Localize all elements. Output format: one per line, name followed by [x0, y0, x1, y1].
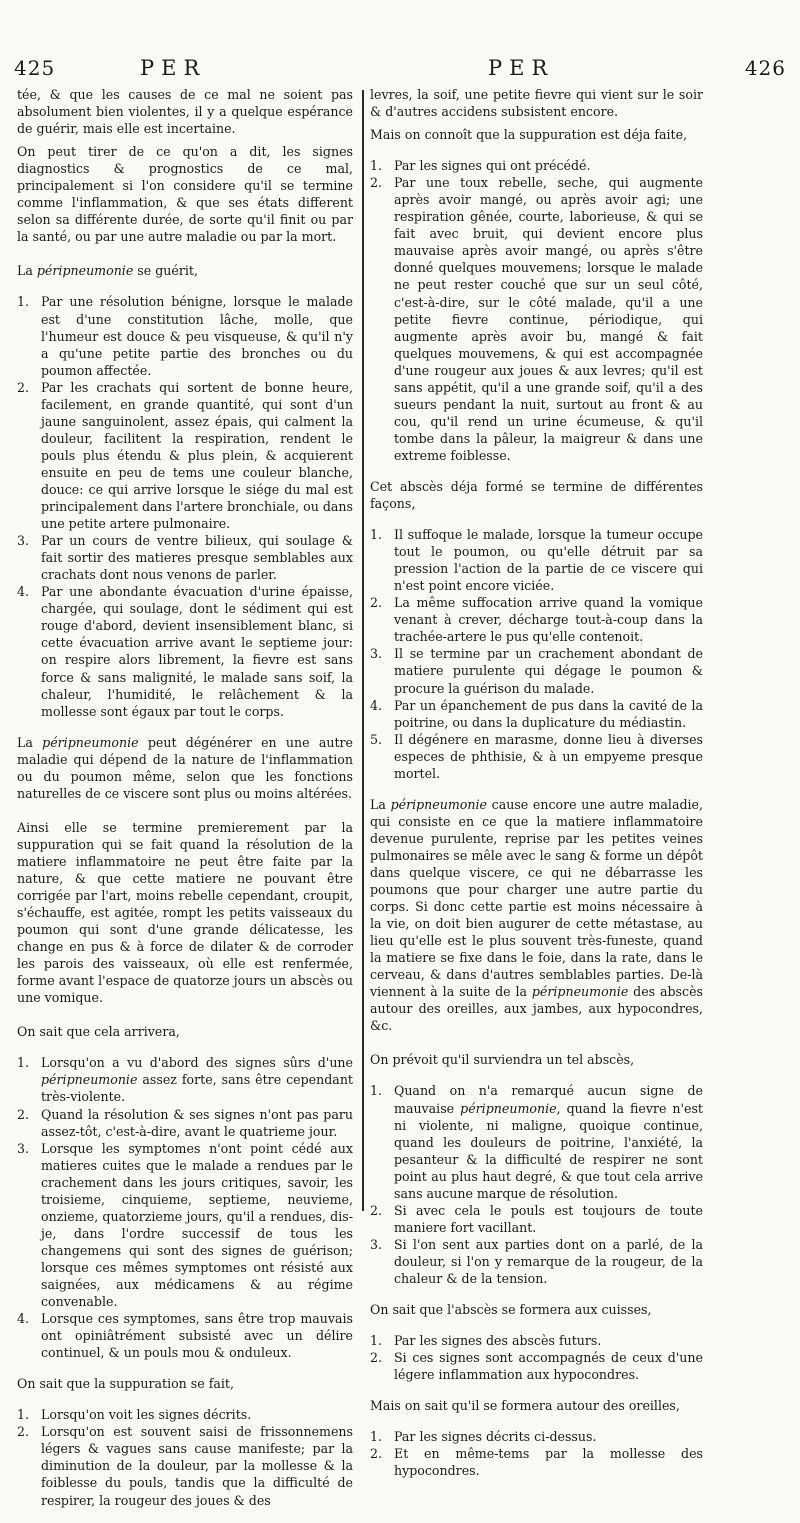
list-item: 5. Il dégénere en marasme, donne lieu à diverses especes de phthisie, & à un empyeme presque mortel.	[370, 731, 703, 781]
numbered-list	[17, 1406, 353, 1508]
list-item: 1. Il suffoque le malade, lorsque la tumeur occupe tout le poumon, ou qu'elle détruit par sa pression l'action de la partie de ce viscere qui n'est point encore viciée.	[370, 527, 703, 594]
list-item: 1. Lorsqu'on voit les signes décrits.	[17, 1407, 252, 1423]
numbered-list	[370, 526, 703, 782]
left-page-number: 425	[14, 56, 56, 80]
paragraph: Ainsi elle se termine premierement par la suppuration qui se fait quand la résolution de la matiere inflammatoire ne peut être faite par la nature, & que cette matiere ne pouvant être corrigée par l'art, moins rebelle cependant, croupit, s'échauffe, est agitée, rompt les petits vaisseaux du poumon qui sont d'une grande délicatesse, les change en pus & à force de dilater & de corroder les parois des vaisseaux, où elle est renfermée, forme avant l'espace de quatorze jours un abscès ou une vomique.	[17, 819, 353, 1006]
paragraph: La péripneumonie cause encore une autre maladie, qui consiste en ce que la matiere inflammatoire devenue purulente, reprise par les petites veines pulmonaires se mêle avec le sang & forme un dépôt dans quelque viscere, ce qui ne débarrasse les poumons que pour charger une autre partie du corps. Si donc cette partie est moins nécessaire à la vie, on doit bien augurer de cette métastase, au lieu qu'elle est le plus souvent très-funeste, quand la matiere se fixe dans le foie, dans la rate, dans le cerveau, & dans d'autres semblables parties. De-là viennent à la suite de la péripneumonie des abscès autour des oreilles, aux jambes, aux hypocondres, &c.	[370, 796, 704, 1034]
section-heading: Cet abscès déja formé se termine de différentes façons,	[370, 478, 703, 512]
right-running-head: PER	[488, 56, 555, 80]
list-item: 2. Par les crachats qui sortent de bonne heure, facilement, en grande quantité, qui sont d'un jaune sanguinolent, assez épais, qui calment la douleur, facilitent la respiration, rendent le pouls plus étendu & plus plein, & acquierent ensuite en peu de tems une couleur blanche, douce: ce qui arrive lorsque le siége du mal est principalement dans l'artere bronchiale, ou dans une petite artere pulmonaire.	[17, 379, 353, 532]
list-item: 3. Si l'on sent aux parties dont on a parlé, de la douleur, si l'on y remarque de la rougeur, de la chaleur & de la tension.	[370, 1236, 703, 1286]
list-item: 1. Quand on n'a remarqué aucun signe de mauvaise péripneumonie, quand la fievre n'est ni violente, ni maligne, quoique continue, quand les douleurs de poitrine, l'anxiété, la pesanteur & la difficulté de respirer ne sont point au plus haut degré, & que tout cela arrive sans aucune marque de résolution.	[370, 1083, 703, 1201]
numbered-list	[17, 1054, 353, 1361]
numbered-list	[370, 1332, 703, 1383]
numbered-list	[370, 1428, 703, 1479]
list-item: 2. Quand la résolution & ses signes n'ont pas paru assez-tôt, c'est-à-dire, avant le quatrieme jour.	[17, 1106, 353, 1139]
list-item: 2. La même suffocation arrive quand la vomique venant à crever, décharge tout-à-coup dans la trachée-artere le pus qu'elle contenoit.	[370, 595, 703, 645]
list-item: 1. Par les signes décrits ci-dessus.	[370, 1429, 597, 1445]
list-item: 4. Lorsque ces symptomes, sans être trop mauvais ont opiniâtrément subsisté avec un délire continuel, & un pouls mou & onduleux.	[17, 1311, 353, 1361]
list-item: 1. Par les signes des abscès futurs.	[370, 1333, 602, 1349]
section-heading: On sait que cela arrivera,	[17, 1024, 180, 1040]
right-column	[370, 86, 703, 1493]
list-item: 1. Par une résolution bénigne, lorsque le malade est d'une constitution lâche, molle, que l'humeur est douce & peu visqueuse, & qu'il n'y a qu'une petite partie des bronches ou du poumon affectée.	[17, 294, 353, 378]
paragraph: On peut tirer de ce qu'on a dit, les signes diagnostics & prognostics de ce mal, principalement si l'on considere qu'il se termine comme l'inflammation, & que ses états different selon sa différente durée, de sorte qu'il finit ou par la santé, ou par une autre maladie ou par la mort.	[17, 144, 353, 245]
list-item: 3. Il se termine par un crachement abondant de matiere purulente qui dégage le poumon & procure la guérison du malade.	[370, 646, 703, 696]
list-item: 1. Par les signes qui ont précédé.	[370, 158, 591, 174]
numbered-list	[370, 157, 703, 464]
left-running-head: PER	[140, 56, 207, 80]
list-item: 2. Lorsqu'on est souvent saisi de frissonnemens légers & vagues sans cause manifeste; par la diminution de la douleur, par la mollesse & la foiblesse du pouls, tandis que la difficulté de respirer, la rougeur des joues & des	[17, 1424, 353, 1508]
section-heading: On prévoit qu'il surviendra un tel abscès,	[370, 1052, 635, 1068]
list-item: 3. Par un cours de ventre bilieux, qui soulage & fait sortir des matieres presque semblables aux crachats dont nous venons de parler.	[17, 533, 353, 583]
page-header	[0, 56, 800, 86]
section-heading: Mais on connoît que la suppuration est déja faite,	[370, 127, 688, 143]
right-page-number: 426	[744, 56, 786, 80]
list-item: 4. Par une abondante évacuation d'urine épaisse, chargée, qui soulage, dont le sédiment qui est rouge d'abord, devient insensiblement blanc, si cette évacuation arrive avant le septieme jour: on respire alors librement, la fievre est sans force & sans malignité, le malade sans soif, la chaleur, l'humidité, le relâchement & la mollesse sont égaux par tout le corps.	[17, 584, 353, 719]
numbered-list	[370, 1082, 703, 1287]
list-item: 3. Lorsque les symptomes n'ont point cédé aux matieres cuites que le malade a rendues par le crachement dans les jours critiques, savoir, les troisieme, cinquieme, septieme, neuvieme, onzieme, quatorzieme jours, qu'il a rendues, dis-je, dans l'ordre successif de tous les changemens qui sont des signes de guérison; lorsque ces mêmes symptomes ont résisté aux saignées, aux médicamens & au régime convenable.	[17, 1140, 353, 1310]
paragraph: La péripneumonie peut dégénérer en une autre maladie qui dépend de la nature de l'inflammation ou du poumon même, selon que les fonctions naturelles de ce viscere sont plus ou moins altérées.	[17, 734, 354, 801]
list-item: 2. Si ces signes sont accompagnés de ceux d'une légere inflammation aux hypocondres.	[370, 1350, 703, 1383]
list-item: 4. Par un épanchement de pus dans la cavité de la poitrine, ou dans la duplicature du médiastin.	[370, 697, 703, 730]
list-item: 1. Lorsqu'on a vu d'abord des signes sûrs d'une péripneumonie assez forte, sans être cependant très-violente.	[17, 1055, 353, 1105]
numbered-list	[17, 293, 353, 719]
section-heading: On sait que la suppuration se fait,	[17, 1376, 234, 1392]
list-item: 2. Si avec cela le pouls est toujours de toute maniere fort vacillant.	[370, 1202, 703, 1235]
continued-paragraph: levres, la soif, une petite fievre qui vient sur le soir & d'autres accidens subsistent encore.	[370, 87, 703, 120]
list-item: 2. Par une toux rebelle, seche, qui augmente après avoir mangé, ou après avoir agi; une respiration gênée, courte, laborieuse, & qui se fait avec bruit, qui devient encore plus mauvaise après avoir mangé, ou après s'être donné quelques mouvemens; lorsque le malade ne peut rester couché que sur un seul côté, c'est-à-dire, sur le côté malade, qu'il a une petite fievre continue, périodique, qui augmente après avoir bu, mangé & fait quelques mouvemens, & qui est accompagnée d'une rougeur aux joues & aux levres; qu'il est sans appétit, qu'il a une grande soif, qu'il a des sueurs pendant la nuit, surtout au front & au cou, qu'il rend un urine écumeuse, & qu'il tombe dans la pâleur, la maigreur & dans une extreme foiblesse.	[370, 175, 703, 463]
left-column	[17, 86, 353, 1523]
column-divider	[362, 90, 364, 1211]
section-heading: Mais on sait qu'il se formera autour des oreilles,	[370, 1398, 680, 1414]
continued-paragraph: tée, & que les causes de ce mal ne soient pas absolument bien violentes, il y a quelque espérance de guérir, mais elle est incertaine.	[17, 87, 353, 137]
list-item: 2. Et en même-tems par la mollesse des hypocondres.	[370, 1446, 703, 1479]
section-heading: On sait que l'abscès se formera aux cuisses,	[370, 1302, 652, 1318]
section-heading: La péripneumonie se guérit,	[17, 263, 198, 279]
